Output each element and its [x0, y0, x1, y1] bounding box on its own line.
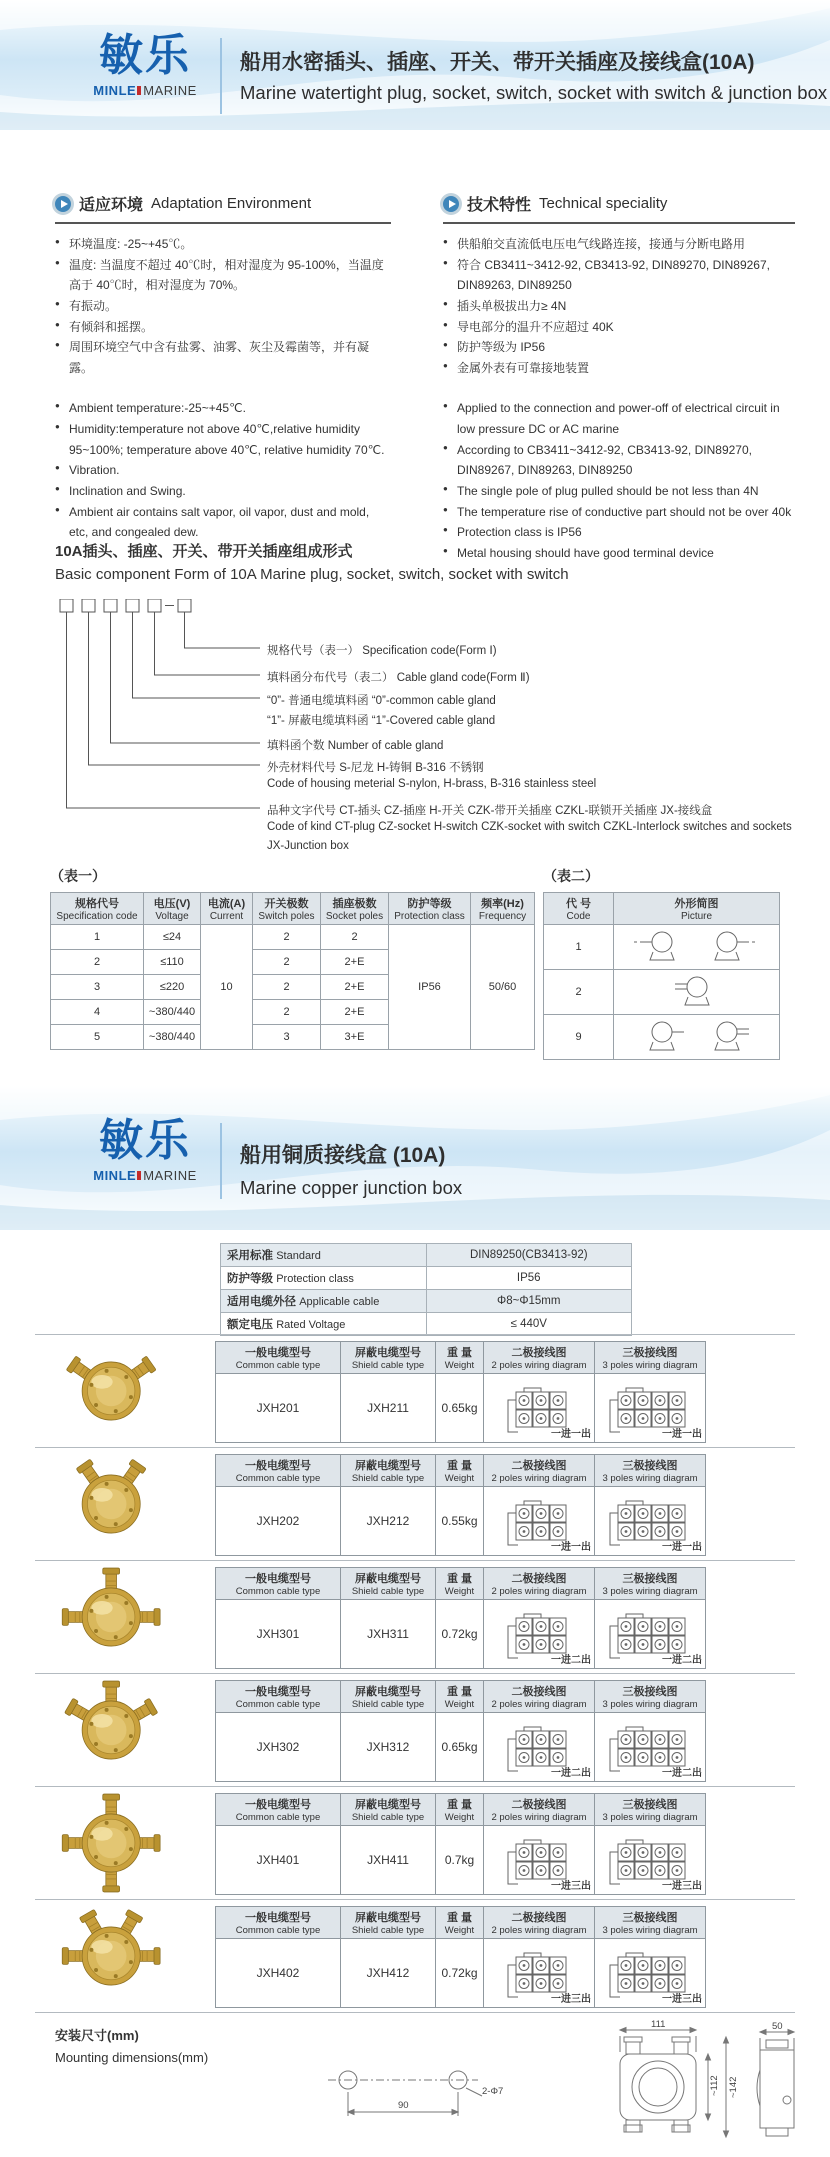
form1-caption: （表一） — [50, 868, 106, 884]
table-row — [221, 1244, 632, 1267]
technical-section — [443, 192, 795, 563]
adaptation-section — [55, 192, 391, 543]
col-header: 插座极数 Socket poles — [321, 893, 389, 925]
col-header: 屏蔽电缆型号 Shield cable type — [341, 1455, 436, 1487]
wiring-caption: 一进一出 — [662, 1429, 702, 1440]
col-header: 三极接线图 3 poles wiring diagram — [595, 1907, 706, 1939]
wiring-diagram-2p — [484, 1826, 595, 1895]
bullet-item: ● 有振动。 — [55, 296, 391, 317]
wiring-caption: 一进三出 — [662, 1881, 702, 1892]
bullet-item: ● 供船舶交直流低电压电气线路连接，接通与分断电路用 — [443, 234, 795, 255]
bullet-item: ● Protection class is IP56 — [443, 522, 795, 543]
bullet-item: ● 有倾斜和摇摆。 — [55, 317, 391, 338]
gland-symbol-cell — [614, 970, 780, 1015]
common-cable-model: JXH301 — [216, 1600, 341, 1669]
table-row: 2 ≤110 2 2+E — [51, 950, 535, 975]
shield-cable-model: JXH212 — [341, 1487, 436, 1556]
bullet-item: ● 环境温度: -25~+45℃。 — [55, 234, 391, 255]
wiring-diagram-3p — [595, 1374, 706, 1443]
product-row — [35, 1900, 795, 2013]
col-header: 频率(Hz) Frequency — [471, 893, 535, 925]
section-title-en: Technical speciality — [539, 195, 668, 212]
col-header: 三极接线图 3 poles wiring diagram — [595, 1455, 706, 1487]
product-table — [215, 1906, 706, 2008]
gland-symbol — [632, 973, 762, 1009]
logo-marine: MARINE — [143, 1168, 197, 1183]
bullet-item: ● 符合 CB3411~3412-92, CB3413-92, DIN89270, DIN89267, DIN89263, DIN89250 — [443, 255, 795, 296]
bullet-item: ● Humidity:temperature not above 40℃,relative humidity 95~100%; temperature above 40℃, relative humidity 70℃. — [55, 419, 391, 460]
bullet-item: ● According to CB3411~3412-92, CB3413-92, DIN89270, DIN89267, DIN89263, DIN89250 — [443, 440, 795, 481]
col-header: 一般电缆型号 Common cable type — [216, 1681, 341, 1713]
product-row — [35, 1787, 795, 1900]
dim-front-height-inner: ~112 — [709, 2075, 720, 2096]
col-header: 屏蔽电缆型号 Shield cable type — [341, 1568, 436, 1600]
adaptation-bullets-en — [55, 398, 391, 542]
logo-en-text — [78, 83, 212, 98]
page-title-en: Marine copper junction box — [240, 1177, 463, 1198]
product-row — [35, 1561, 795, 1674]
bullet-item: ● Vibration. — [55, 460, 391, 481]
standard-label: 采用标准 Standard — [221, 1244, 427, 1267]
junction-box-photo — [40, 1565, 190, 1669]
standard-value: DIN89250(CB3413-92) — [426, 1244, 632, 1267]
table-row: 4 ~380/440 2 2+E — [51, 1000, 535, 1025]
wiring-diagram-2p — [484, 1374, 595, 1443]
form1-table — [50, 892, 535, 1050]
header-divider — [220, 1123, 222, 1199]
wiring-caption: 一进一出 — [551, 1429, 591, 1440]
col-header: 二极接线图 2 poles wiring diagram — [484, 1342, 595, 1374]
dim-front-width: 111 — [651, 2019, 666, 2030]
bullet-item: ● 温度: 当温度不超过 40℃时，相对湿度为 95-100%，当温度高于 40℃时，相对湿度为 70%。 — [55, 255, 391, 296]
adaptation-bullets-cn — [55, 234, 391, 378]
section-title-cn: 技术特性 — [467, 197, 532, 214]
bullet-item: ● Ambient temperature:-25~+45℃. — [55, 398, 391, 419]
page-title-en: Marine watertight plug, socket, switch, socket with switch & junction box — [240, 82, 828, 103]
mounting-title-en: Mounting dimensions(mm) — [55, 2050, 209, 2065]
section-title-cn: 适应环境 — [79, 197, 144, 214]
standard-label: 额定电压 Rated Voltage — [221, 1313, 427, 1336]
code-label: “1”- 屏蔽电缆填料函 “1”-Covered cable gland — [267, 715, 496, 727]
gland-symbol — [632, 928, 762, 964]
wiring-diagram-3p — [595, 1713, 706, 1782]
product-row — [35, 1448, 795, 1561]
merged-protection: IP56 — [389, 925, 471, 1050]
wiring-diagram-3p — [595, 1600, 706, 1669]
standard-value: Φ8~Φ15mm — [426, 1290, 632, 1313]
common-cable-model: JXH401 — [216, 1826, 341, 1895]
technical-header — [443, 192, 795, 224]
wiring-diagram-3p — [595, 1939, 706, 2008]
bullet-item: ● 金属外表有可靠接地装置 — [443, 358, 795, 379]
side-view-drawing — [742, 2020, 812, 2155]
col-header: 二极接线图 2 poles wiring diagram — [484, 1568, 595, 1600]
code-label: 外壳材料代号 S-尼龙 H-铸铜 B-316 不锈钢 — [267, 762, 484, 774]
col-header: 二极接线图 2 poles wiring diagram — [484, 1907, 595, 1939]
standard-label: 适用电缆外径 Applicable cable — [221, 1290, 427, 1313]
wiring-caption: 一进二出 — [662, 1768, 702, 1779]
wiring-diagram-2p — [484, 1600, 595, 1669]
product-table — [215, 1567, 706, 1669]
dim-hole-note: 2-Φ7 — [482, 2086, 504, 2097]
logo-red-accent — [137, 1171, 141, 1180]
bullet-item: ● Inclination and Swing. — [55, 481, 391, 502]
header-divider — [220, 38, 222, 114]
product-table — [215, 1680, 706, 1782]
weight-value: 0.65kg — [436, 1374, 484, 1443]
bullet-item: ● 周围环境空气中含有盐雾、油雾、灰尘及霉菌等，并有凝露。 — [55, 337, 391, 378]
wiring-diagram-2p — [484, 1487, 595, 1556]
junction-box-photo — [40, 1452, 190, 1556]
component-title-cn: 10A插头、插座、开关、带开关插座组成形式 — [55, 543, 353, 560]
code-label: “0”- 普通电缆填料函 “0”-common cable gland — [267, 695, 496, 707]
bullet-item: ● 防护等级为 IP56 — [443, 337, 795, 358]
wiring-diagram-2p — [484, 1713, 595, 1782]
logo-marine: MARINE — [143, 83, 197, 98]
code-label: Code of housing meterial S-nylon, H-brass, B-316 stainless steel — [267, 778, 597, 790]
table-row — [221, 1313, 632, 1336]
col-header: 屏蔽电缆型号 Shield cable type — [341, 1794, 436, 1826]
col-header: 重 量 Weight — [436, 1681, 484, 1713]
code-label: Code of kind CT-plug CZ-socket H-switch CZK-socket with switch CZKL-Interlock switches and sockets — [267, 821, 792, 833]
col-header: 二极接线图 2 poles wiring diagram — [484, 1455, 595, 1487]
col-header: 一般电缆型号 Common cable type — [216, 1455, 341, 1487]
col-header: 一般电缆型号 Common cable type — [216, 1794, 341, 1826]
table-row: 3 ≤220 2 2+E — [51, 975, 535, 1000]
product-row — [35, 1674, 795, 1787]
bullet-item: ● 导电部分的温升不应超过 40K — [443, 317, 795, 338]
wiring-caption: 一进二出 — [662, 1655, 702, 1666]
form2-table — [543, 892, 780, 1060]
code-label: 规格代号（表一） Specification code(Form Ⅰ) — [267, 645, 497, 657]
product-row — [35, 1334, 795, 1448]
bullet-item: ● Applied to the connection and power-off of electrical circuit in low pressure DC or AC marine — [443, 398, 795, 439]
play-icon — [443, 196, 459, 212]
col-header: 开关极数 Switch poles — [253, 893, 321, 925]
product-photo — [40, 1904, 190, 2008]
col-header: 重 量 Weight — [436, 1907, 484, 1939]
col-header: 屏蔽电缆型号 Shield cable type — [341, 1907, 436, 1939]
dim-side-width: 50 — [772, 2021, 783, 2032]
logo-cn-text: 敏乐 — [99, 31, 191, 80]
col-header: 电压(V) Voltage — [144, 893, 201, 925]
header-band-1 — [0, 0, 830, 130]
technical-bullets-en — [443, 398, 795, 563]
adaptation-header — [55, 192, 391, 224]
common-cable-model: JXH302 — [216, 1713, 341, 1782]
weight-value: 0.72kg — [436, 1939, 484, 2008]
bullet-item: ● The single pole of plug pulled should be not less than 4N — [443, 481, 795, 502]
standard-value: ≤ 440V — [426, 1313, 632, 1336]
wiring-diagram-2p — [484, 1939, 595, 2008]
standard-table — [220, 1243, 632, 1336]
bullet-item: ● 插头单极拔出力≥ 4N — [443, 296, 795, 317]
common-cable-model: JXH402 — [216, 1939, 341, 2008]
logo-minle: MINLE — [93, 1168, 137, 1183]
product-photo — [40, 1452, 190, 1556]
standard-value: IP56 — [426, 1267, 632, 1290]
bullet-item: ● Ambient air contains salt vapor, oil vapor, dust and mold, etc, and congealed dew. — [55, 502, 391, 543]
junction-box-photo — [40, 1791, 190, 1895]
col-header: 屏蔽电缆型号 Shield cable type — [341, 1342, 436, 1374]
shield-cable-model: JXH412 — [341, 1939, 436, 2008]
gland-symbol — [632, 1018, 762, 1054]
col-header: 重 量 Weight — [436, 1568, 484, 1600]
wiring-caption: 一进三出 — [662, 1994, 702, 2005]
junction-box-photo — [40, 1904, 190, 2008]
brand-logo — [78, 1116, 212, 1183]
code-diagram — [55, 599, 800, 867]
logo-minle: MINLE — [93, 83, 137, 98]
logo-cn-text: 敏乐 — [99, 1116, 191, 1165]
product-list — [35, 1334, 795, 2013]
code-label: 品种文字代号 CT-插头 CZ-插座 H-开关 CZK-带开关插座 CZKL-联锁开关插座 JX-接线盒 — [267, 805, 713, 817]
table-row — [221, 1267, 632, 1290]
front-view-drawing — [596, 2018, 746, 2153]
common-cable-model: JXH202 — [216, 1487, 341, 1556]
logo-en-text — [78, 1168, 212, 1183]
wiring-caption: 一进一出 — [551, 1542, 591, 1553]
col-header: 重 量 Weight — [436, 1455, 484, 1487]
table-row: 9 — [544, 1015, 780, 1060]
component-title-en: Basic component Form of 10A Marine plug, socket, switch, socket with switch — [55, 566, 569, 583]
wiring-caption: 一进三出 — [551, 1994, 591, 2005]
wiring-caption: 一进一出 — [662, 1542, 702, 1553]
mounting-section — [55, 2025, 208, 2065]
product-table — [215, 1341, 706, 1443]
section-title-en: Adaptation Environment — [151, 195, 312, 212]
bullet-item: ● Metal housing should have good terminal device — [443, 543, 795, 564]
code-label: 填料函个数 Number of cable gland — [267, 740, 444, 752]
gland-symbol-cell — [614, 925, 780, 970]
code-label: JX-Junction box — [267, 840, 349, 852]
bullet-item: ● The temperature rise of conductive part should not be over 40k — [443, 502, 795, 523]
table-row — [221, 1290, 632, 1313]
shield-cable-model: JXH411 — [341, 1826, 436, 1895]
wiring-diagram-3p — [595, 1826, 706, 1895]
shield-cable-model: JXH211 — [341, 1374, 436, 1443]
weight-value: 0.72kg — [436, 1600, 484, 1669]
junction-box-photo — [40, 1339, 190, 1443]
col-header: 规格代号 Specification code — [51, 893, 144, 925]
shield-cable-model: JXH311 — [341, 1600, 436, 1669]
junction-box-photo — [40, 1678, 190, 1782]
col-header: 三极接线图 3 poles wiring diagram — [595, 1568, 706, 1600]
wiring-caption: 一进三出 — [551, 1881, 591, 1892]
standard-label: 防护等级 Protection class — [221, 1267, 427, 1290]
play-icon — [55, 196, 71, 212]
col-header: 外形简图 Picture — [614, 893, 780, 925]
form2-caption: （表二） — [543, 868, 599, 884]
dim-hole-spacing: 90 — [398, 2100, 409, 2111]
weight-value: 0.65kg — [436, 1713, 484, 1782]
product-photo — [40, 1565, 190, 1669]
col-header: 二极接线图 2 poles wiring diagram — [484, 1681, 595, 1713]
form1-section — [50, 866, 534, 1050]
hole-pattern-drawing — [318, 2052, 518, 2137]
col-header: 防护等级 Protection class — [389, 893, 471, 925]
product-table — [215, 1793, 706, 1895]
product-photo — [40, 1791, 190, 1895]
logo-red-accent — [137, 86, 141, 95]
table-row: 1 ≤24 10 2 2 IP56 50/60 — [51, 925, 535, 950]
wiring-caption: 一进二出 — [551, 1655, 591, 1666]
col-header: 一般电缆型号 Common cable type — [216, 1907, 341, 1939]
wiring-caption: 一进二出 — [551, 1768, 591, 1779]
col-header: 三极接线图 3 poles wiring diagram — [595, 1794, 706, 1826]
technical-bullets-cn — [443, 234, 795, 378]
col-header: 电流(A) Current — [201, 893, 253, 925]
col-header: 代 号 Code — [544, 893, 614, 925]
play-triangle — [449, 200, 456, 208]
header-band-2 — [0, 1085, 830, 1230]
col-header: 三极接线图 3 poles wiring diagram — [595, 1681, 706, 1713]
col-header: 一般电缆型号 Common cable type — [216, 1342, 341, 1374]
col-header: 重 量 Weight — [436, 1342, 484, 1374]
col-header: 二极接线图 2 poles wiring diagram — [484, 1794, 595, 1826]
page-title-cn: 船用铜质接线盒 (10A) — [240, 1144, 446, 1167]
wiring-diagram-3p — [595, 1487, 706, 1556]
product-photo — [40, 1678, 190, 1782]
col-header: 重 量 Weight — [436, 1794, 484, 1826]
table-row: 1 — [544, 925, 780, 970]
product-table — [215, 1454, 706, 1556]
play-triangle — [61, 200, 68, 208]
merged-frequency: 50/60 — [471, 925, 535, 1050]
col-header: 一般电缆型号 Common cable type — [216, 1568, 341, 1600]
brand-logo — [78, 31, 212, 98]
table-row: 2 — [544, 970, 780, 1015]
dim-front-height-outer: ~142 — [728, 2076, 739, 2098]
col-header: 屏蔽电缆型号 Shield cable type — [341, 1681, 436, 1713]
weight-value: 0.7kg — [436, 1826, 484, 1895]
merged-current: 10 — [201, 925, 253, 1050]
form2-section — [543, 866, 779, 1060]
page-title-cn: 船用水密插头、插座、开关、带开关插座及接线盒(10A) — [240, 51, 755, 74]
mounting-title-cn: 安装尺寸(mm) — [55, 2028, 139, 2043]
table-row: 5 ~380/440 3 3+E — [51, 1025, 535, 1050]
product-photo — [40, 1339, 190, 1443]
component-form-section — [55, 540, 800, 867]
code-label: 填料函分布代号（表二） Cable gland code(Form Ⅱ) — [267, 672, 530, 684]
gland-symbol-cell — [614, 1015, 780, 1060]
weight-value: 0.55kg — [436, 1487, 484, 1556]
col-header: 三极接线图 3 poles wiring diagram — [595, 1342, 706, 1374]
shield-cable-model: JXH312 — [341, 1713, 436, 1782]
common-cable-model: JXH201 — [216, 1374, 341, 1443]
